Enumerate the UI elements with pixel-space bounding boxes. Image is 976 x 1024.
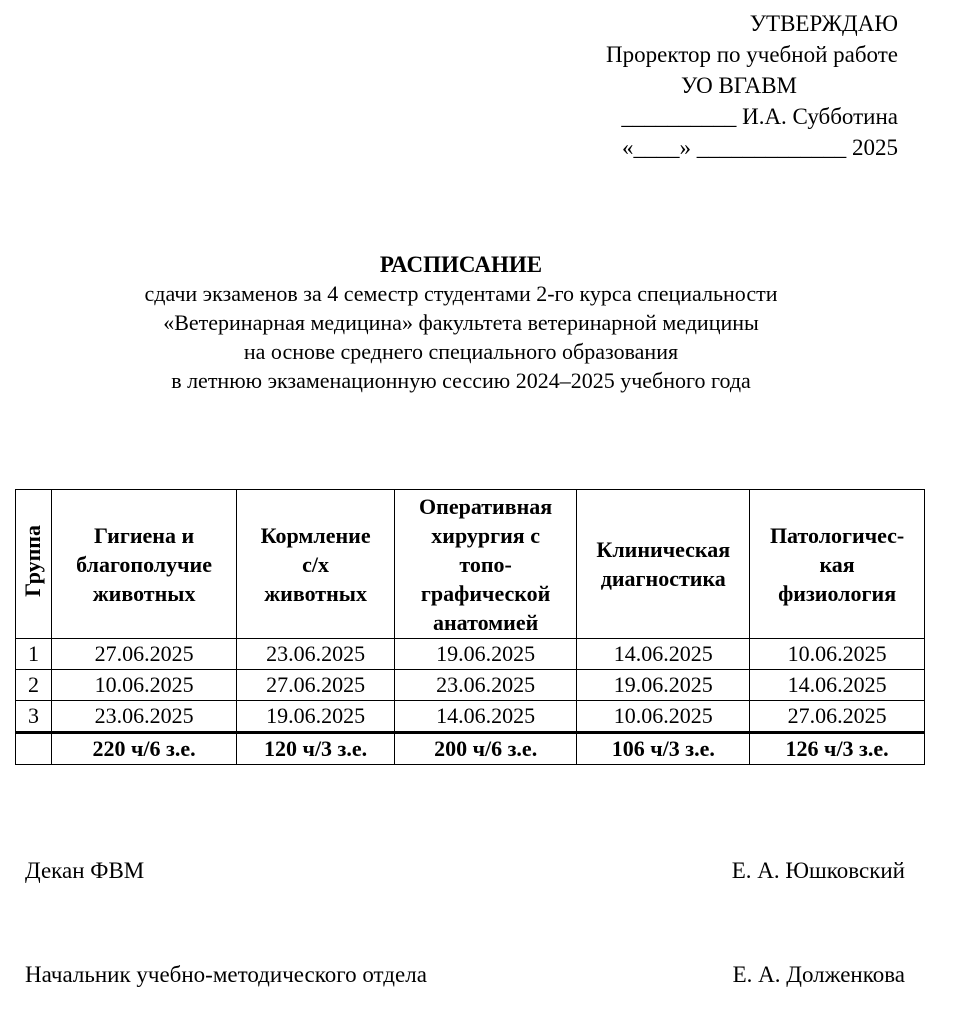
exam-date: 19.06.2025 [394,639,577,670]
document-title: РАСПИСАНИЕ [379,252,543,277]
approver-organization: УО ВГАВМ [680,73,798,98]
exam-date: 14.06.2025 [750,670,925,701]
subject-header [577,490,750,639]
dean-signature-row [25,856,905,886]
dean-title: Декан ФВМ [25,858,145,883]
approver-position: Проректор по учебной работе [606,42,898,67]
table-row [16,670,925,701]
exam-date: 10.06.2025 [51,670,236,701]
group-number: 1 [16,639,52,670]
exam-date: 14.06.2025 [394,701,577,733]
subject-header-line: Оперативная [419,493,553,519]
subject-header-line: графической [420,580,551,606]
subject-header-line: с/х [302,551,330,577]
subject-total: 200 ч/6 з.е. [394,733,577,765]
subject-header-line: хирургия с [431,522,540,548]
table-header-row [16,490,925,639]
group-header-label: Группа [20,524,46,597]
head-name: Е. А. Долженкова [732,962,905,987]
subject-header-line: топо- [459,551,512,577]
approve-word: УТВЕРЖДАЮ [749,11,898,36]
header-line-3: на основе среднего специального образования [243,339,679,364]
totals-row [16,733,925,765]
subject-header-line: анатомией [432,609,539,635]
subject-total: 106 ч/3 з.е. [577,733,750,765]
table-row [16,639,925,670]
subject-total: 120 ч/3 з.е. [237,733,395,765]
exam-date: 27.06.2025 [237,670,395,701]
document-header [0,250,922,395]
exam-date: 27.06.2025 [51,639,236,670]
subject-header-line: Клиническая [596,537,731,562]
head-title: Начальник учебно-методического отдела [25,962,427,987]
table-row [16,701,925,733]
subject-header-line: диагностика [600,566,726,591]
subject-header-line: физиология [778,580,897,606]
approval-date-line: «____» _____________ 2025 [622,135,898,160]
exam-date: 10.06.2025 [577,701,750,733]
subject-header-line: животных [92,580,196,606]
subject-header-line: Патологичес- [769,522,905,548]
header-line-1: сдачи экзаменов за 4 семестр студентами 2-го курса специальности [144,281,778,306]
exam-date: 27.06.2025 [750,701,925,733]
exam-schedule-table [15,489,925,765]
subject-header-line: Кормление [260,522,371,548]
approver-signature-line: __________ И.А. Субботина [621,104,898,129]
exam-date: 19.06.2025 [237,701,395,733]
group-number: 2 [16,670,52,701]
subject-header-line: благополучие [76,551,212,577]
header-line-4: в летнюю экзаменационную сессию 2024–2025 учебного года [171,368,751,393]
group-column-header [16,490,52,639]
subject-header-line: Гигиена и [94,522,195,548]
exam-date: 23.06.2025 [237,639,395,670]
subject-header [394,490,577,639]
approval-block [540,8,898,163]
subject-header-line: животных [264,580,367,606]
subject-header-line: кая [819,551,855,577]
subject-total: 126 ч/3 з.е. [750,733,925,765]
subject-header [51,490,236,639]
exam-date: 23.06.2025 [394,670,577,701]
group-number: 3 [16,701,52,733]
header-line-2: «Ветеринарная медицина» факультета ветеринарной медицины [163,310,759,335]
exam-date: 19.06.2025 [577,670,750,701]
dean-name: Е. А. Юшковский [731,858,905,883]
head-signature-row [25,960,905,990]
totals-group-cell [16,733,52,765]
exam-date: 14.06.2025 [577,639,750,670]
exam-date: 23.06.2025 [51,701,236,733]
subject-header [237,490,395,639]
subject-total: 220 ч/6 з.е. [51,733,236,765]
subject-header [750,490,925,639]
exam-date: 10.06.2025 [750,639,925,670]
